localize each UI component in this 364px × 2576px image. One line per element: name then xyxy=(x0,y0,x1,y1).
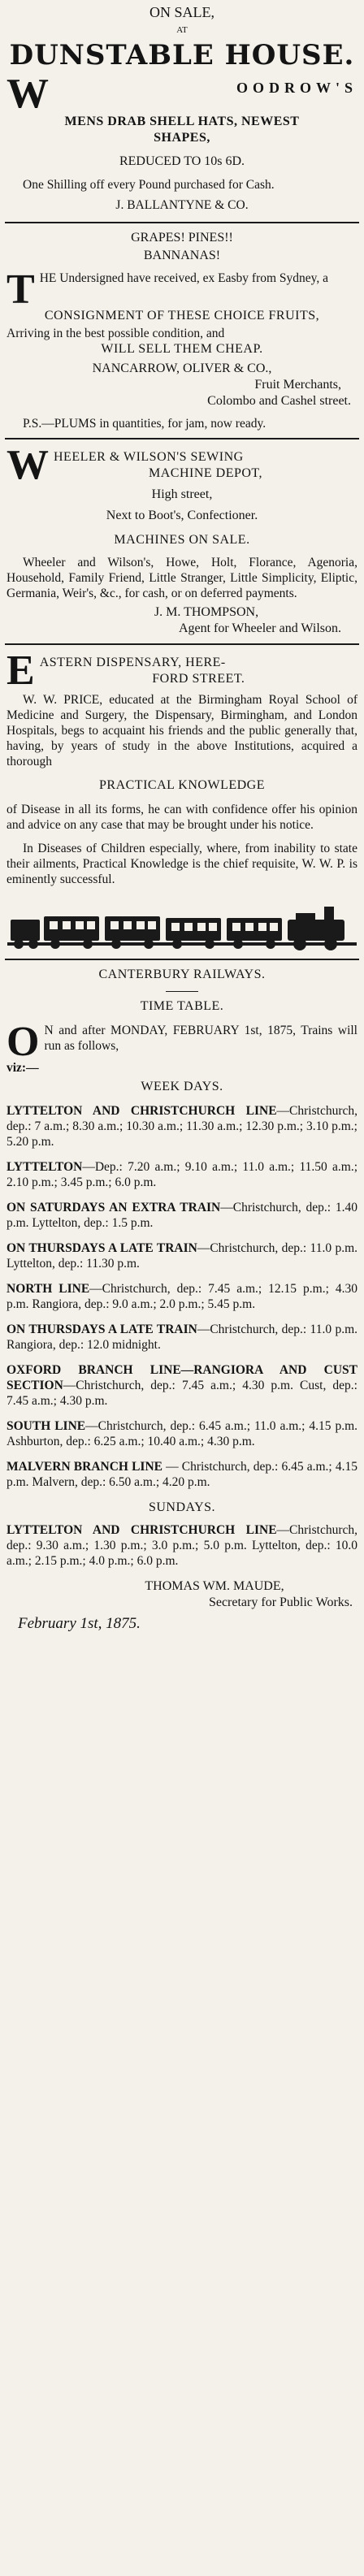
railways-ad xyxy=(0,967,364,1634)
wheeler-location: Next to Boot's, Confectioner. xyxy=(106,509,258,522)
entry-label: ON SATURDAYS AN EXTRA TRAIN xyxy=(6,1201,221,1214)
dunstable-signature: J. BALLANTYNE & CO. xyxy=(115,198,249,212)
entry-label: LYTTELTON AND CHRISTCHURCH LINE xyxy=(6,1523,277,1537)
date-signature: February 1st, 1875. xyxy=(18,1615,141,1632)
agent-title: Agent for Wheeler and Wilson. xyxy=(178,621,341,635)
dunstable-body: One Shilling off every Pound purchased for Cash. xyxy=(23,178,275,192)
arriving-text: Arriving in the best possible condition, and xyxy=(6,327,225,340)
on-sale-text: ON SALE, xyxy=(150,4,214,20)
fruit-merchants: Fruit Merchants, xyxy=(254,378,341,392)
short-rule xyxy=(166,991,198,992)
railway-entry xyxy=(6,1200,358,1231)
nancarrow-signature: NANCARROW, OLIVER & CO., xyxy=(92,362,272,375)
railway-entry xyxy=(6,1459,358,1490)
railways-intro-block xyxy=(6,1023,358,1060)
entry-label: NORTH LINE xyxy=(6,1282,90,1296)
entry-label: OXFORD BRANCH LINE—RANGIORA AND CUST SECTION xyxy=(6,1363,358,1392)
timetable-heading: TIME TABLE. xyxy=(140,999,224,1013)
eastern-heading-block xyxy=(6,652,358,689)
railway-entry xyxy=(6,1522,358,1569)
thompson-signature: J. M. THOMPSON, xyxy=(154,605,259,619)
sell-cheap-heading: WILL SELL THEM CHEAP. xyxy=(101,342,263,356)
entry-text: —Christchurch, dep.: 7.45 a.m.; 4.30 p.m. Cust, dep.: 7.45 a.m.; 4.30 p.m. xyxy=(6,1379,358,1408)
railway-entry xyxy=(6,1281,358,1312)
divider xyxy=(5,959,359,960)
drop-letter: W xyxy=(6,446,49,483)
hats-heading: MENS DRAB SHELL HATS, NEWEST xyxy=(64,115,300,128)
week-days-heading: WEEK DAYS. xyxy=(141,1080,223,1093)
railways-intro: N and after MONDAY, FEBRUARY 1st, 1875, Trains will run as follows, xyxy=(44,1024,358,1053)
consignment-heading: CONSIGNMENT OF THESE CHOICE FRUITS, xyxy=(44,309,320,323)
entry-text: —Christchurch, dep.: 7.45 a.m.; 12.15 p.m.; 4.30 p.m. Rangiora, dep.: 9.0 a.m.; 2.0 p.m.; 5.45 p.m. xyxy=(6,1282,358,1311)
depot-heading: MACHINE DEPOT, xyxy=(148,466,263,480)
entry-label: LYTTELTON xyxy=(6,1160,83,1174)
hereford-heading: FORD STREET. xyxy=(152,672,245,686)
entry-text: —Christchurch, dep.: 1.40 p.m. Lyttelton, dep.: 1.5 p.m. xyxy=(6,1201,358,1230)
train-illustration xyxy=(7,902,357,952)
grapes-heading: GRAPES! PINES!! xyxy=(131,231,233,245)
disease-body: of Disease in all its forms, he can with confidence offer his opinion and advice on any case that may be brought under his notice. xyxy=(6,803,358,832)
shapes-heading: SHAPES, xyxy=(154,131,210,145)
grapes-ad xyxy=(0,230,364,431)
entry-label: SOUTH LINE xyxy=(6,1419,86,1433)
wheeler-heading: HEELER & WILSON'S SEWING xyxy=(54,450,244,464)
entry-text: —Dep.: 7.20 a.m.; 9.10 a.m.; 11.0 a.m.; 11.50 a.m.; 2.10 p.m.; 3.45 p.m.; 6.0 p.m. xyxy=(6,1160,358,1189)
wheeler-ad xyxy=(0,446,364,637)
drop-letter: W xyxy=(6,75,49,112)
dunstable-title: DUNSTABLE HOUSE. xyxy=(9,39,355,71)
divider xyxy=(5,643,359,645)
railway-entry xyxy=(6,1240,358,1271)
dunstable-ad xyxy=(0,0,364,214)
maude-signature: THOMAS WM. MAUDE, xyxy=(145,1579,284,1593)
railways-title: CANTERBURY RAILWAYS. xyxy=(98,968,266,981)
wheeler-body: Wheeler and Wilson's, Howe, Holt, Florance, Agenoria, Household, Family Friend, Little Stranger, Little Simplicity, Eliptic, Germania, Weir's, &c., for cash, or on deferred payments. xyxy=(6,556,358,600)
reduced-price: REDUCED TO 10s 6D. xyxy=(119,154,245,168)
wheeler-heading-block xyxy=(6,446,358,483)
price-body: W. W. PRICE, educated at the Birmingham Royal School of Medicine and Surgery, the Dispensary, Birmingham, and London Hospitals, begs to acquaint his friends and the public generally that, having, by years of study in the above Institutions, acquired a thorough xyxy=(6,693,358,768)
eastern-ad xyxy=(0,652,364,887)
entry-label: ON THURSDAYS A LATE TRAIN xyxy=(6,1323,197,1336)
viz-text: viz:— xyxy=(6,1061,39,1075)
entry-label: ON THURSDAYS A LATE TRAIN xyxy=(6,1241,197,1255)
railway-entry xyxy=(6,1159,358,1190)
divider xyxy=(5,222,359,223)
entry-text: —Christchurch, dep.: 9.30 a.m.; 1.30 p.m.; 3.0 p.m.; 5.0 p.m. Lyttelton, dep.: 10.0 a.m.; 2.15 p.m.; 4.0 p.m.; 6.0 p.m. xyxy=(6,1523,358,1568)
entry-text: — Christchurch, dep.: 6.45 a.m.; 4.15 p.m. Malvern, dep.: 6.50 a.m.; 4.20 p.m. xyxy=(6,1460,358,1489)
practical-heading: PRACTICAL KNOWLEDGE xyxy=(99,778,265,792)
divider xyxy=(5,438,359,439)
entry-label: LYTTELTON AND CHRISTCHURCH LINE xyxy=(6,1104,277,1118)
grapes-intro-block xyxy=(6,271,358,308)
sundays-heading: SUNDAYS. xyxy=(148,1500,216,1514)
colombo-address: Colombo and Cashel street. xyxy=(207,394,351,408)
children-body: In Diseases of Children especially, where, from inability to state their ailments, Practical Knowledge is the chief requisite, W. W. P. is eminently successful. xyxy=(6,842,358,886)
secretary-title: Secretary for Public Works. xyxy=(208,1595,353,1609)
drop-letter: T xyxy=(6,271,35,308)
woodrows-block xyxy=(6,75,358,112)
railway-entry xyxy=(6,1362,358,1409)
drop-letter: E xyxy=(6,652,35,689)
railway-entry xyxy=(6,1418,358,1449)
railway-entries xyxy=(6,1103,358,1490)
entry-text: —Christchurch, dep.: 11.0 p.m. Rangiora, dep.: 12.0 midnight. xyxy=(6,1323,358,1352)
wheeler-address: High street, xyxy=(151,487,213,501)
eastern-heading: ASTERN DISPENSARY, HERE- xyxy=(39,656,226,669)
entry-label: MALVERN BRANCH LINE xyxy=(6,1460,162,1474)
entry-text: —Christchurch, dep.: 6.45 a.m.; 11.0 a.m.; 4.15 p.m. Ashburton, dep.: 6.25 a.m.; 10.40 a.m.; 4.30 p.m. xyxy=(6,1419,358,1448)
entry-text: —Christchurch, dep.: 7 a.m.; 8.30 a.m.; 10.30 a.m.; 11.30 a.m.; 12.30 p.m.; 3.10 p.m.; 5.20 p.m. xyxy=(6,1104,358,1149)
plums-ps: P.S.—PLUMS in quantities, for jam, now ready. xyxy=(23,417,266,431)
bannanas-heading: BANNANAS! xyxy=(143,249,221,262)
drop-letter: O xyxy=(6,1023,40,1060)
machines-heading: MACHINES ON SALE. xyxy=(114,533,250,547)
grapes-intro: HE Undersigned have received, ex Easby from Sydney, a xyxy=(39,271,329,285)
railway-entry xyxy=(6,1103,358,1149)
at-text: AT xyxy=(176,25,188,35)
entry-text: —Christchurch, dep.: 11.0 p.m. Lyttelton, dep.: 11.30 p.m. xyxy=(6,1241,358,1271)
woodrows-heading: OODROW'S xyxy=(236,80,358,96)
railway-entry xyxy=(6,1322,358,1353)
